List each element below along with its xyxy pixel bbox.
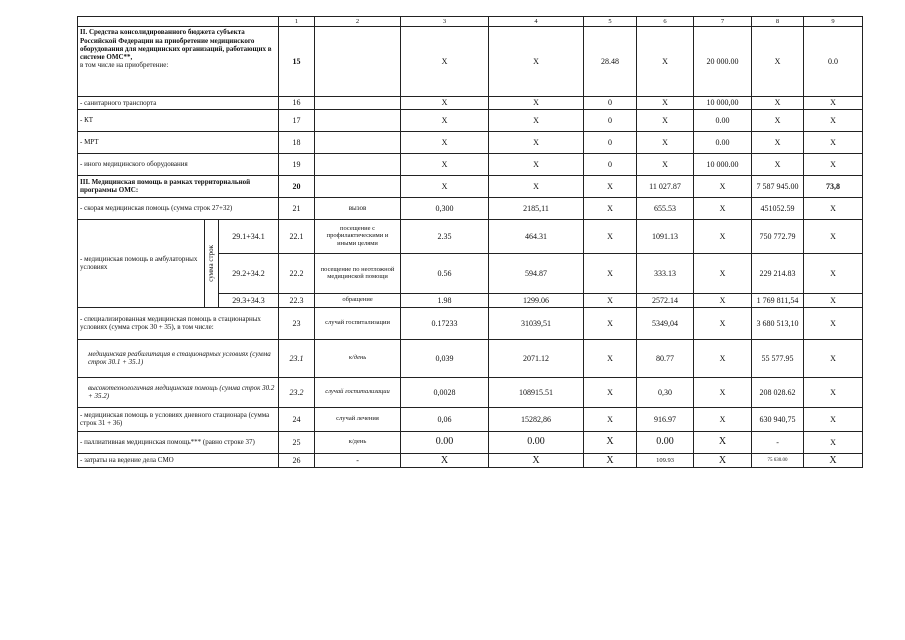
value-cell: X [401, 175, 489, 197]
value-cell: X [401, 131, 489, 153]
value-cell: 0 [584, 97, 637, 109]
table-row [78, 197, 863, 219]
value-cell: 0,06 [401, 407, 489, 431]
value-cell: 0.56 [401, 253, 489, 293]
value-cell: X [401, 153, 489, 175]
row-label: - специализированная медицинская помощь в стационарных условиях (сумма строк 30 + 35), в том числе: [78, 307, 279, 339]
value-cell: X [804, 407, 863, 431]
value-cell: 0,039 [401, 339, 489, 377]
value-cell: X [804, 307, 863, 339]
row-label: высокотехнологичная медицинская помощь (сумма строк 30.2 + 35.2) [78, 377, 279, 407]
value-cell: 11 027.87 [637, 175, 694, 197]
row-label-title: II. Средства консолидированного бюджета субъекта Российской Федерации на приобретение медицинского оборудования для медицинских организаций, работающих в системе ОМС**, [80, 28, 272, 61]
row-label: III. Медицинская помощь в рамках территориальной программы ОМС: [78, 175, 279, 197]
value-cell: X [489, 109, 584, 131]
value-cell: X [489, 175, 584, 197]
value-cell: X [584, 253, 637, 293]
value-cell: X [489, 97, 584, 109]
value-cell: 1 769 811,54 [752, 293, 804, 307]
table-row [78, 175, 863, 197]
value-cell: 0.0 [804, 27, 863, 97]
unit-cell: обращение [315, 293, 401, 307]
value-cell: 0,30 [637, 377, 694, 407]
value-cell: X [694, 293, 752, 307]
value-cell: X [489, 27, 584, 97]
table-row [78, 97, 863, 109]
row-number: 23.1 [279, 339, 315, 377]
value-cell: X [804, 377, 863, 407]
value-cell: X [637, 153, 694, 175]
unit-cell: случай госпитализации [315, 307, 401, 339]
row-number: 23.2 [279, 377, 315, 407]
value-cell: X [401, 109, 489, 131]
header-cell: 1 [279, 17, 315, 27]
value-cell: 2572.14 [637, 293, 694, 307]
value-cell: X [584, 431, 637, 453]
header-cell: 4 [489, 17, 584, 27]
table-row [78, 131, 863, 153]
value-cell: X [401, 27, 489, 97]
value-cell: 10 000.00 [694, 153, 752, 175]
value-cell: 75 630.00 [752, 453, 804, 468]
value-cell: X [752, 131, 804, 153]
value-cell: X [804, 453, 863, 468]
value-cell: X [804, 97, 863, 109]
value-cell: X [804, 431, 863, 453]
header-cell: 2 [315, 17, 401, 27]
value-cell: X [694, 219, 752, 253]
row-number: 25 [279, 431, 315, 453]
value-cell: 2071.12 [489, 339, 584, 377]
value-cell: X [752, 97, 804, 109]
row-subref: 29.2+34.2 [219, 253, 279, 293]
unit-cell [315, 109, 401, 131]
value-cell: X [694, 197, 752, 219]
row-label: - скорая медицинская помощь (сумма строк 27+32) [78, 197, 279, 219]
value-cell: X [752, 109, 804, 131]
row-number: 26 [279, 453, 315, 468]
row-number: 24 [279, 407, 315, 431]
row-label: - МРТ [78, 131, 279, 153]
row-label: - медицинская помощь в условиях дневного стационара (сумма строк 31 + 36) [78, 407, 279, 431]
value-cell: 0,300 [401, 197, 489, 219]
row-number: 18 [279, 131, 315, 153]
value-cell: X [584, 175, 637, 197]
row-number: 16 [279, 97, 315, 109]
value-cell: 20 000.00 [694, 27, 752, 97]
value-cell: X [694, 307, 752, 339]
value-cell: X [584, 453, 637, 468]
row-label: - иного медицинского оборудования [78, 153, 279, 175]
rotated-label-cell [205, 219, 219, 307]
value-cell: 80.77 [637, 339, 694, 377]
row-number: 19 [279, 153, 315, 175]
value-cell: X [694, 339, 752, 377]
value-cell: 28.48 [584, 27, 637, 97]
value-cell: 2.35 [401, 219, 489, 253]
unit-cell [315, 97, 401, 109]
value-cell: X [804, 153, 863, 175]
value-cell: - [752, 431, 804, 453]
value-cell: X [694, 453, 752, 468]
value-cell: 0 [584, 131, 637, 153]
value-cell: X [401, 453, 489, 468]
header-row [78, 17, 863, 27]
value-cell: 0 [584, 109, 637, 131]
value-cell: 5349,04 [637, 307, 694, 339]
value-cell: 3 680 513,10 [752, 307, 804, 339]
value-cell: X [694, 253, 752, 293]
row-number: 17 [279, 109, 315, 131]
row-label: медицинская реабилитация в стационарных условиях (сумма строк 30.1 + 35.1) [78, 339, 279, 377]
value-cell: X [752, 153, 804, 175]
value-cell: X [752, 27, 804, 97]
row-number: 22.3 [279, 293, 315, 307]
unit-cell [315, 131, 401, 153]
value-cell: X [637, 97, 694, 109]
row-subref: 29.3+34.3 [219, 293, 279, 307]
row-number: 21 [279, 197, 315, 219]
row-number: 15 [279, 27, 315, 97]
value-cell: 451052.59 [752, 197, 804, 219]
table-row [78, 431, 863, 453]
value-cell: 109.93 [637, 453, 694, 468]
value-cell: 15282,86 [489, 407, 584, 431]
value-cell: X [804, 197, 863, 219]
unit-cell [315, 27, 401, 97]
value-cell: 7 587 945.00 [752, 175, 804, 197]
value-cell: 31039,51 [489, 307, 584, 339]
unit-cell: случай госпитализации [315, 377, 401, 407]
unit-cell: к/день [315, 339, 401, 377]
table-row [78, 27, 863, 97]
value-cell: X [584, 219, 637, 253]
row-label: - затраты на ведение дела СМО [78, 453, 279, 468]
value-cell: X [584, 307, 637, 339]
value-cell: 333.13 [637, 253, 694, 293]
header-cell: 3 [401, 17, 489, 27]
value-cell: X [694, 175, 752, 197]
value-cell: X [584, 339, 637, 377]
row-label-sub: в том числе на приобретение: [80, 60, 169, 69]
unit-cell: - [315, 453, 401, 468]
row-label: - КТ [78, 109, 279, 131]
value-cell: X [804, 131, 863, 153]
row-number: 23 [279, 307, 315, 339]
header-cell: 7 [694, 17, 752, 27]
value-cell: 108915.51 [489, 377, 584, 407]
value-cell: 0.17233 [401, 307, 489, 339]
table-row [78, 453, 863, 468]
value-cell: X [489, 453, 584, 468]
value-cell: 1299.06 [489, 293, 584, 307]
value-cell: 55 577.95 [752, 339, 804, 377]
value-cell: 0.00 [694, 109, 752, 131]
unit-cell: посещение по неотложной медицинской помощи [315, 253, 401, 293]
value-cell: 208 028.62 [752, 377, 804, 407]
unit-cell: посещение с профилактическими и иными целями [315, 219, 401, 253]
value-cell: X [804, 293, 863, 307]
header-cell: 8 [752, 17, 804, 27]
value-cell: 0 [584, 153, 637, 175]
value-cell: 1.98 [401, 293, 489, 307]
row-number: 22.2 [279, 253, 315, 293]
value-cell: X [584, 377, 637, 407]
header-cell-empty [78, 17, 279, 27]
value-cell: X [637, 131, 694, 153]
value-cell: 229 214.83 [752, 253, 804, 293]
unit-cell [315, 153, 401, 175]
row-number: 20 [279, 175, 315, 197]
unit-cell: случай лечения [315, 407, 401, 431]
ambulatory-label: - медицинская помощь в амбулаторных условиях [78, 219, 205, 307]
value-cell: X [804, 339, 863, 377]
value-cell: X [489, 153, 584, 175]
value-cell: 916.97 [637, 407, 694, 431]
rotated-label: сумма строк [207, 244, 216, 282]
value-cell: 0,0028 [401, 377, 489, 407]
value-cell: 655.53 [637, 197, 694, 219]
budget-table [77, 16, 863, 468]
value-cell: X [694, 407, 752, 431]
value-cell: 750 772.79 [752, 219, 804, 253]
value-cell: 0.00 [401, 431, 489, 453]
value-cell: 0.00 [637, 431, 694, 453]
value-cell: 630 940,75 [752, 407, 804, 431]
unit-cell: вызов [315, 197, 401, 219]
value-cell: X [584, 293, 637, 307]
header-cell: 5 [584, 17, 637, 27]
unit-cell [315, 175, 401, 197]
value-cell: X [637, 109, 694, 131]
table-row [78, 377, 863, 407]
value-cell: X [804, 253, 863, 293]
value-cell: X [804, 109, 863, 131]
table-row [78, 109, 863, 131]
value-cell: 0.00 [489, 431, 584, 453]
value-cell: X [694, 377, 752, 407]
value-cell: X [637, 27, 694, 97]
value-cell: 2185,11 [489, 197, 584, 219]
table-row [78, 153, 863, 175]
value-cell: X [804, 219, 863, 253]
value-cell: X [584, 407, 637, 431]
unit-cell: к/день [315, 431, 401, 453]
table-row [78, 407, 863, 431]
value-cell: X [489, 131, 584, 153]
header-cell: 9 [804, 17, 863, 27]
table-row [78, 339, 863, 377]
value-cell: 1091.13 [637, 219, 694, 253]
header-cell: 6 [637, 17, 694, 27]
value-cell: 464.31 [489, 219, 584, 253]
value-cell: X [584, 197, 637, 219]
value-cell: 0.00 [694, 131, 752, 153]
table-row [78, 219, 863, 253]
row-number: 22.1 [279, 219, 315, 253]
value-cell: X [401, 97, 489, 109]
row-label: - паллиативная медицинская помощь*** (равно строке 37) [78, 431, 279, 453]
value-cell: X [694, 431, 752, 453]
row-subref: 29.1+34.1 [219, 219, 279, 253]
table-row [78, 307, 863, 339]
value-cell: 594.87 [489, 253, 584, 293]
value-cell: 73,8 [804, 175, 863, 197]
row-label: - санитарного транспорта [78, 97, 279, 109]
row-label [78, 27, 279, 97]
value-cell: 10 000,00 [694, 97, 752, 109]
